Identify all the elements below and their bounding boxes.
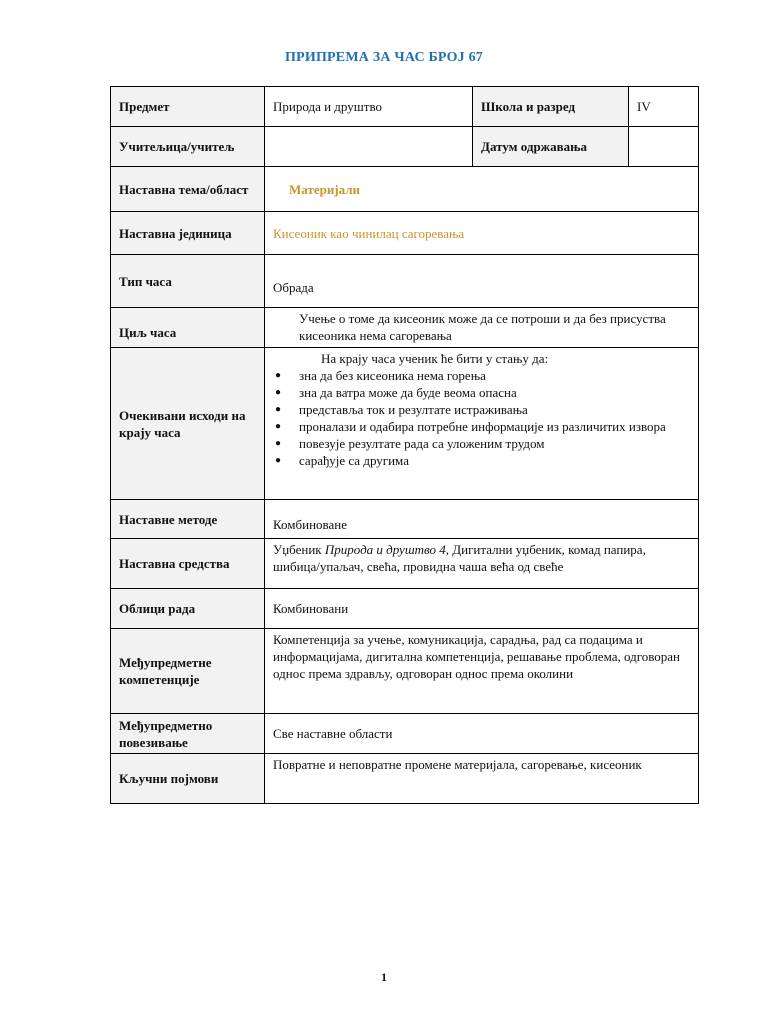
goal-value: Учење о томе да кисеоник може да се потроши и да без присуства кисеоника нема сагоревања [265,308,699,348]
teacher-label: Учитељица/учитељ [111,127,265,167]
row-teacher [111,127,699,167]
row-means [111,539,699,589]
methods-value: Комбиноване [265,500,699,539]
competences-label: Међупредметне компетенције [111,629,265,714]
means-label: Наставна средства [111,539,265,589]
topic-value: Материјали [289,181,361,197]
type-label: Тип часа [111,255,265,308]
row-links [111,714,699,754]
unit-label: Наставна јединица [111,212,265,255]
date-label: Датум одржавања [473,127,629,167]
row-goal [111,308,699,348]
teacher-value [265,127,473,167]
list-item: ● зна да ватра може да буде веома опасна [299,384,690,401]
means-book: Природа и друштво 4 [324,542,446,557]
row-topic [111,167,699,212]
outcomes-label: Очекивани исходи на крају часа [111,348,265,500]
row-unit [111,212,699,255]
links-value: Све наставне области [265,714,699,754]
row-forms [111,589,699,629]
forms-label: Облици рада [111,589,265,629]
competences-value: Компетенција за учење, комуникација, сарадња, рад са подацима и информацијама, дигитална компетенција, решавање проблема, одговоран однос према здрављу, одговоран однос према околини [265,629,699,714]
subject-label: Предмет [111,87,265,127]
subject-value: Природа и друштво [265,87,473,127]
row-type [111,255,699,308]
row-methods [111,500,699,539]
type-value: Обрада [265,255,699,308]
outcomes-list [273,367,690,469]
list-item: ● проналази и одабира потребне информације из различитих извора [299,418,690,435]
document-title: ПРИПРЕМА ЗА ЧАС БРОЈ 67 [285,50,483,65]
row-outcomes [111,348,699,500]
lesson-plan-table [110,86,699,804]
row-subject [111,87,699,127]
keywords-label: Кључни појмови [111,754,265,804]
keywords-value: Повратне и неповратне промене материјала, сагоревање, кисеоник [265,754,699,804]
school-label: Школа и разред [473,87,629,127]
row-competences [111,629,699,714]
page-number: 1 [381,970,387,984]
links-label: Међупредметно повезивање [111,714,265,754]
forms-value: Комбиновани [265,589,699,629]
list-item: ● зна да без кисеоника нема горења [299,367,690,384]
goal-label: Циљ часа [111,308,265,348]
methods-label: Наставне методе [111,500,265,539]
list-item: ● представља ток и резултате истраживања [299,401,690,418]
unit-value: Кисеоник као чинилац сагоревања [273,225,465,241]
means-prefix: Уџбеник [273,542,325,557]
school-value: IV [629,87,699,127]
outcomes-intro: На крају часа ученик ће бити у стању да: [321,351,549,366]
outcomes-cell [265,348,699,500]
means-value [265,539,699,589]
list-item: ● сарађује са другима [299,452,690,469]
date-value [629,127,699,167]
list-item: ● повезује резултате рада са уложеним трудом [299,435,690,452]
row-keywords [111,754,699,804]
means-rest: , Дигитални уџбеник, комад папира, шибица/упаљач, свећа, провидна чаша већа од свеће [273,542,646,574]
topic-label: Наставна тема/област [111,167,265,212]
